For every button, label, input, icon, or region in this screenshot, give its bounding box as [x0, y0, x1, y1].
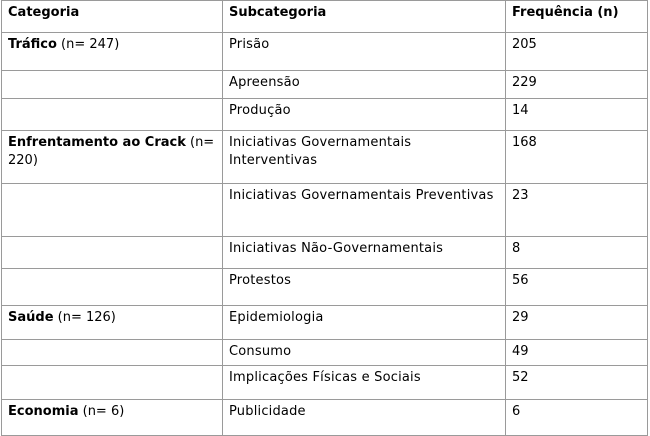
category-count: (n= 6)	[82, 403, 125, 419]
table-row	[2, 340, 648, 366]
category-cell-empty	[2, 366, 223, 399]
category-count: (n= 126)	[57, 310, 116, 326]
frequency-cell: 29	[506, 306, 648, 340]
table-row	[2, 366, 648, 399]
category-cell	[2, 33, 223, 71]
category-name: Economia	[8, 403, 79, 419]
subcategory-cell: Protestos	[223, 268, 506, 305]
subcategory-cell: Implicações Físicas e Sociais	[223, 366, 506, 399]
subcategory-cell: Iniciativas Governamentais Preventivas	[223, 184, 506, 236]
category-name: Tráfico	[8, 37, 57, 53]
table-row	[2, 306, 648, 340]
frequency-cell: 168	[506, 130, 648, 183]
frequency-cell: 8	[506, 236, 648, 268]
category-cell	[2, 130, 223, 183]
table-row	[2, 268, 648, 305]
subcategory-cell: Iniciativas Governamentais Interventivas	[223, 130, 506, 183]
category-cell	[2, 399, 223, 435]
category-cell	[2, 306, 223, 340]
category-name: Saúde	[8, 310, 54, 326]
frequency-table	[1, 0, 648, 436]
subcategory-cell: Apreensão	[223, 71, 506, 98]
subcategory-cell: Iniciativas Não-Governamentais	[223, 236, 506, 268]
table-row	[2, 236, 648, 268]
frequency-cell: 205	[506, 33, 648, 71]
category-name: Enfrentamento ao Crack	[8, 134, 186, 150]
subcategory-cell: Produção	[223, 98, 506, 130]
category-cell-empty	[2, 184, 223, 236]
frequency-cell: 229	[506, 71, 648, 98]
category-count: (n= 220)	[8, 134, 215, 168]
table-row	[2, 184, 648, 236]
table-row	[2, 399, 648, 435]
category-cell-empty	[2, 71, 223, 98]
category-cell-empty	[2, 340, 223, 366]
subcategory-cell: Consumo	[223, 340, 506, 366]
frequency-cell: 14	[506, 98, 648, 130]
frequency-cell: 23	[506, 184, 648, 236]
subcategory-cell: Prisão	[223, 33, 506, 71]
header-categoria: Categoria	[2, 1, 223, 33]
frequency-cell: 49	[506, 340, 648, 366]
header-row	[2, 1, 648, 33]
table-row	[2, 71, 648, 98]
table-row	[2, 98, 648, 130]
category-cell-empty	[2, 268, 223, 305]
category-cell-empty	[2, 98, 223, 130]
frequency-cell: 52	[506, 366, 648, 399]
category-cell-empty	[2, 236, 223, 268]
frequency-cell: 56	[506, 268, 648, 305]
category-count: (n= 247)	[61, 37, 120, 53]
frequency-cell: 6	[506, 399, 648, 435]
subcategory-cell: Epidemiologia	[223, 306, 506, 340]
subcategory-cell: Publicidade	[223, 399, 506, 435]
header-subcategoria: Subcategoria	[223, 1, 506, 33]
table-row	[2, 130, 648, 183]
header-frequencia: Frequência (n)	[506, 1, 648, 33]
table-row	[2, 33, 648, 71]
